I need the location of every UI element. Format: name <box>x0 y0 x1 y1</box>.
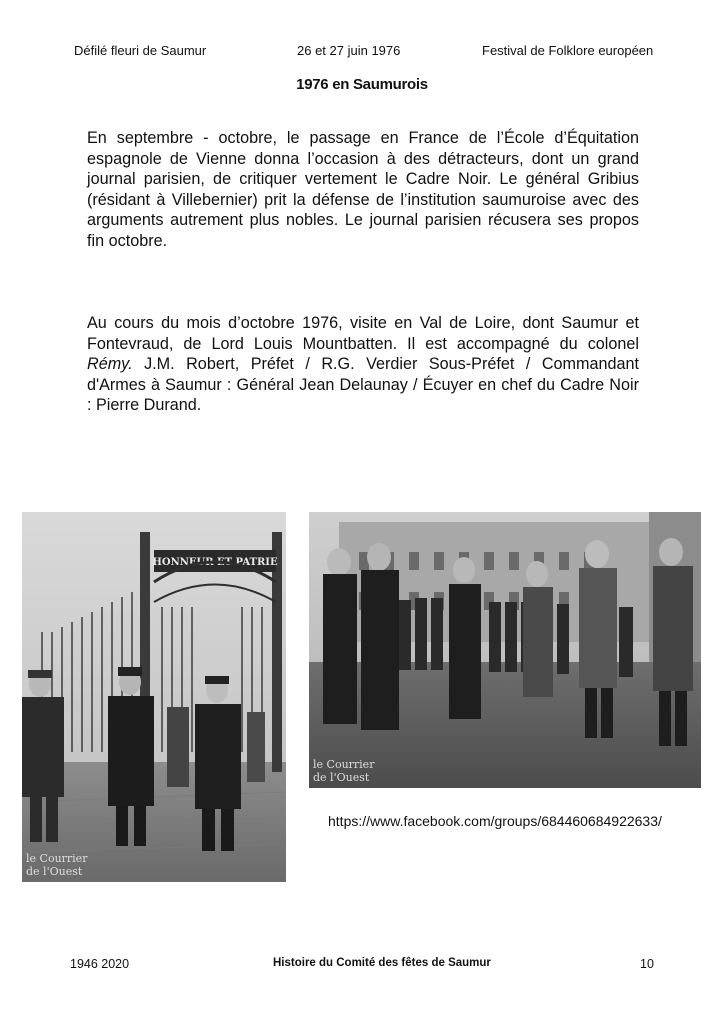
watermark-line2: de l'Ouest <box>26 865 83 878</box>
watermark-line2: de l'Ouest <box>313 771 370 784</box>
paragraph-text-part: J.M. Robert, Préfet / R.G. Verdier Sous-Préfet / Commandant d'Armes à Saumur : Général Jean Delaunay / Écuyer en chef du Cadre Noir : Pierre Durand. <box>87 355 639 415</box>
photo-gate-procession <box>22 512 286 882</box>
header-center: 26 et 27 juin 1976 <box>297 43 401 58</box>
colonel-remy-name: Rémy. <box>87 355 133 374</box>
facebook-group-link[interactable]: https://www.facebook.com/groups/684460684922633/ <box>328 813 662 829</box>
paragraph-mountbatten-visit <box>87 313 639 416</box>
paragraph-vienne-school: En septembre - octobre, le passage en France de l’École d’Équitation espagnole de Vienne donna l’occasion à des détracteurs, dont un grand journal parisien, de critiquer vertement le Cadre Noir. Le général Gribius (résidant à Villebernier) prit la défense de l’institution saumuroise avec des arguments autrement plus nobles. Le journal parisien récusera ses propos fin octobre. <box>87 129 639 250</box>
footer-years: 1946 2020 <box>70 957 130 971</box>
header-right: Festival de Folklore européen <box>482 43 654 58</box>
paragraph-text-part: Au cours du mois d’octobre 1976, visite en Val de Loire, dont Saumur et Fontevraud, de Lord Louis Mountbatten. Il est accompagné du colonel <box>87 314 639 353</box>
footer-title: Histoire du Comité des fêtes de Saumur <box>273 957 491 969</box>
photo-troop-inspection <box>309 512 701 788</box>
photo-gate-procession-graphic <box>22 512 286 882</box>
page-title: 1976 en Saumurois <box>296 76 428 93</box>
watermark-line1: le Courrier <box>313 758 375 771</box>
page-number: 10 <box>640 957 654 971</box>
photo-troop-inspection-graphic <box>309 512 701 788</box>
gate-sign-text: HONNEUR ET PATRIE <box>152 557 278 568</box>
watermark-line1: le Courrier <box>26 852 88 865</box>
header-left: Défilé fleuri de Saumur <box>74 43 207 58</box>
